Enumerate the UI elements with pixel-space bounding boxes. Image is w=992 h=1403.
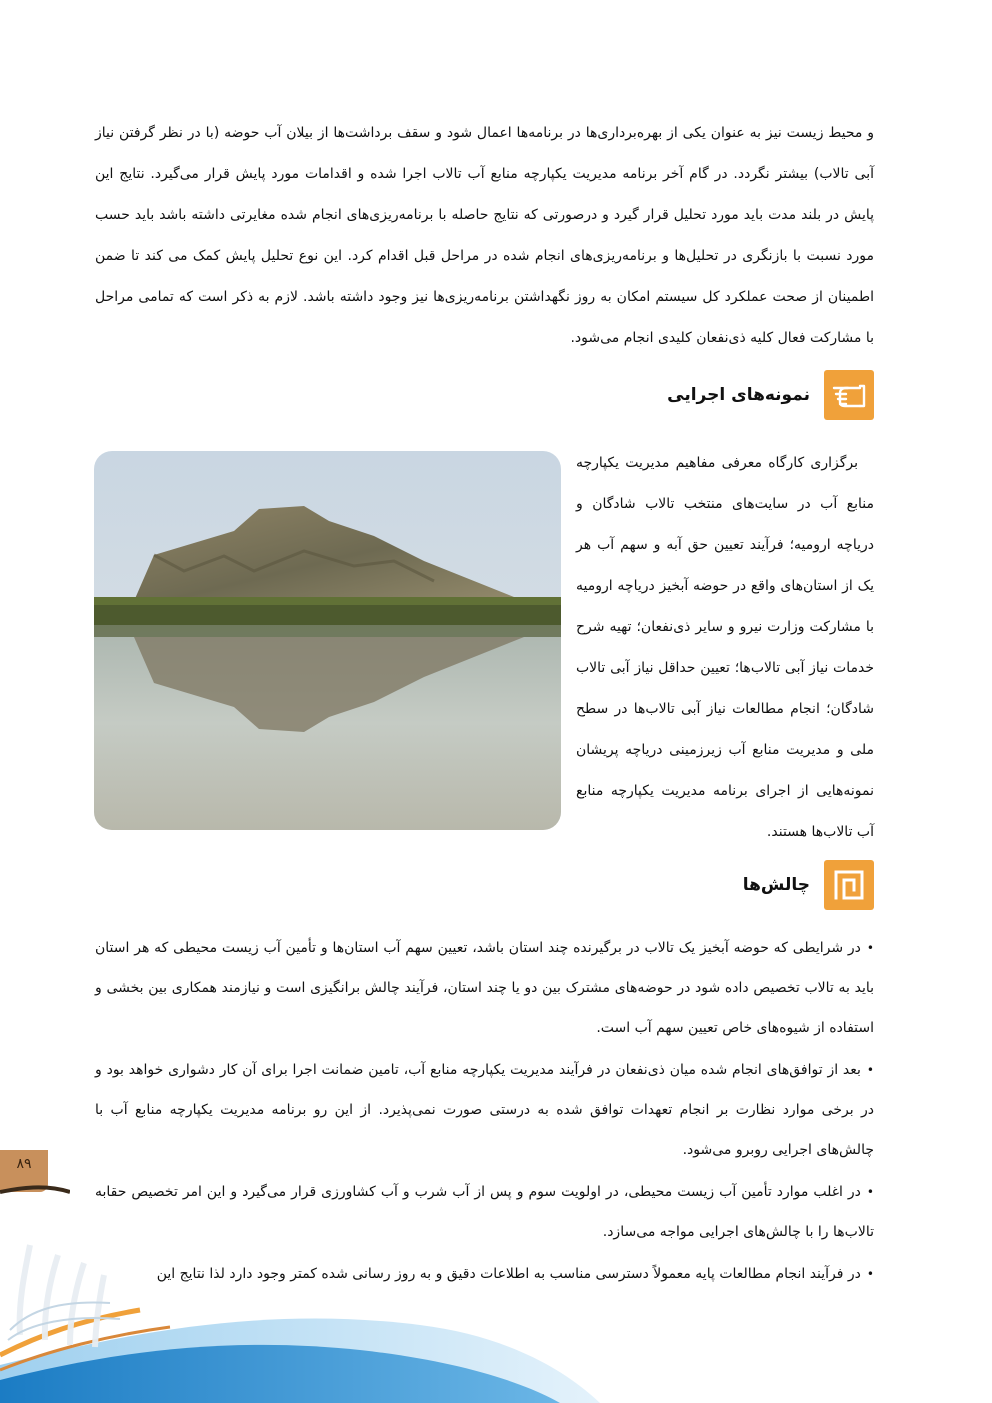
pointing-hand-icon	[824, 370, 874, 420]
bullet: •	[866, 1063, 874, 1077]
examples-paragraph	[576, 443, 874, 853]
footer-wave-decoration	[0, 1215, 992, 1403]
section-heading-examples	[667, 370, 874, 420]
list-item-text: بعد از توافق‌های انجام شده میان ذی‌نفعان در فرآیند مدیریت یکپارچه منابع آب، تامین ضمانت اجرا برای آن کار دشواری خواهد بود و در برخی موارد نظارت بر انجام تعهدات توافق شده به درستی صورت نمی‌پذیرد. از این رو برنامه مدیریت یکپارچه منابع آب با چالش‌های اجرایی روبرو می‌شود.	[95, 1062, 874, 1158]
section-title-examples: نمونه‌های اجرایی	[667, 385, 810, 405]
list-item	[95, 928, 874, 1048]
list-item	[95, 1050, 874, 1170]
section-title-challenges: چالش‌ها	[742, 875, 810, 895]
page-number: ۸۹	[0, 1150, 48, 1192]
bullet: •	[866, 1185, 874, 1199]
section-heading-challenges	[743, 860, 874, 910]
list-item-text: در اغلب موارد تأمین آب زیست محیطی، در اولویت سوم و پس از آب شرب و آب کشاورزی قرار می‌گیرد و این امر تخصیص حقابه تالاب‌ها را با چالش‌های اجرایی مواجه می‌سازد.	[95, 1184, 874, 1240]
page-number-swoosh	[0, 1170, 70, 1194]
list-item-text: در شرایطی که حوضه آبخیز یک تالاب در برگیرنده چند استان باشد، تعیین سهم آب استان‌ها و تأمین آب زیست محیطی که هر استان باید به تالاب تخصیص داده شود در حوضه‌های مشترک بین دو یا چند استان، فرآیند چالش برانگیزی است و نیازمند همکاری بین بخشی و استفاده از شیوه‌های خاص تعیین سهم آب است.	[95, 940, 874, 1036]
list-item-text: در فرآیند انجام مطالعات پایه معمولاً دسترسی مناسب به اطلاعات دقیق و به روز رسانی شده کمتر وجود دارد لذا نتایج این	[156, 1266, 861, 1282]
meander-pattern-icon	[824, 860, 874, 910]
bullet: •	[866, 941, 874, 955]
lake-mountain-photo	[94, 451, 561, 830]
examples-paragraph-text: برگزاری کارگاه معرفی مفاهیم مدیریت یکپارچه منابع آب در سایت‌های منتخب تالاب شادگان و دریاچه ارومیه؛ فرآیند تعیین حق آبه و سهم آب هر یک از استان‌های واقع در حوضه آبخیز دریاچه ارومیه با مشارکت وزارت نیرو و سایر ذی‌نفعان؛ تهیه شرح خدمات نیاز آبی تالاب‌ها؛ تعیین حداقل نیاز آبی تالاب شادگان؛ انجام مطالعات نیاز آبی تالاب‌ها در سطح ملی و مدیریت منابع آب زیرزمینی دریاچه پریشان نمونه‌هایی از اجرای برنامه مدیریت یکپارچه منابع آب تالاب‌ها هستند.	[576, 455, 874, 840]
bullet: •	[866, 1267, 874, 1281]
intro-paragraph: و محیط زیست نیز به عنوان یکی از بهره‌برداری‌ها در برنامه‌ها اعمال شود و سقف برداشت‌ها از بیلان آب حوضه (با در نظر گرفتن نیاز آبی تالاب) بیشتر نگردد. در گام آخر برنامه مدیریت یکپارچه منابع آب تالاب اجرا شده و اقدامات مورد پایش قرار می‌گیرد. نتایج این پایش در بلند مدت باید مورد تحلیل قرار گیرد و درصورتی که نتایج حاصله با برنامه‌ریزی‌های انجام شده مغایرتی داشته باشد باید حسب مورد نسبت با بازنگری در تحلیل‌ها و برنامه‌ریزی‌های انجام شده در مراحل قبل اقدام کرد. این نوع تحلیل پایش کمک می کند تا ضمن اطمینان از صحت عملکرد کل سیستم امکان به روز نگهداشتن برنامه‌ریزی‌ها نیز وجود داشته باشد. لازم به ذکر است که تمامی مراحل با مشارکت فعال کلیه ذی‌نفعان کلیدی انجام می‌شود.	[95, 125, 874, 346]
